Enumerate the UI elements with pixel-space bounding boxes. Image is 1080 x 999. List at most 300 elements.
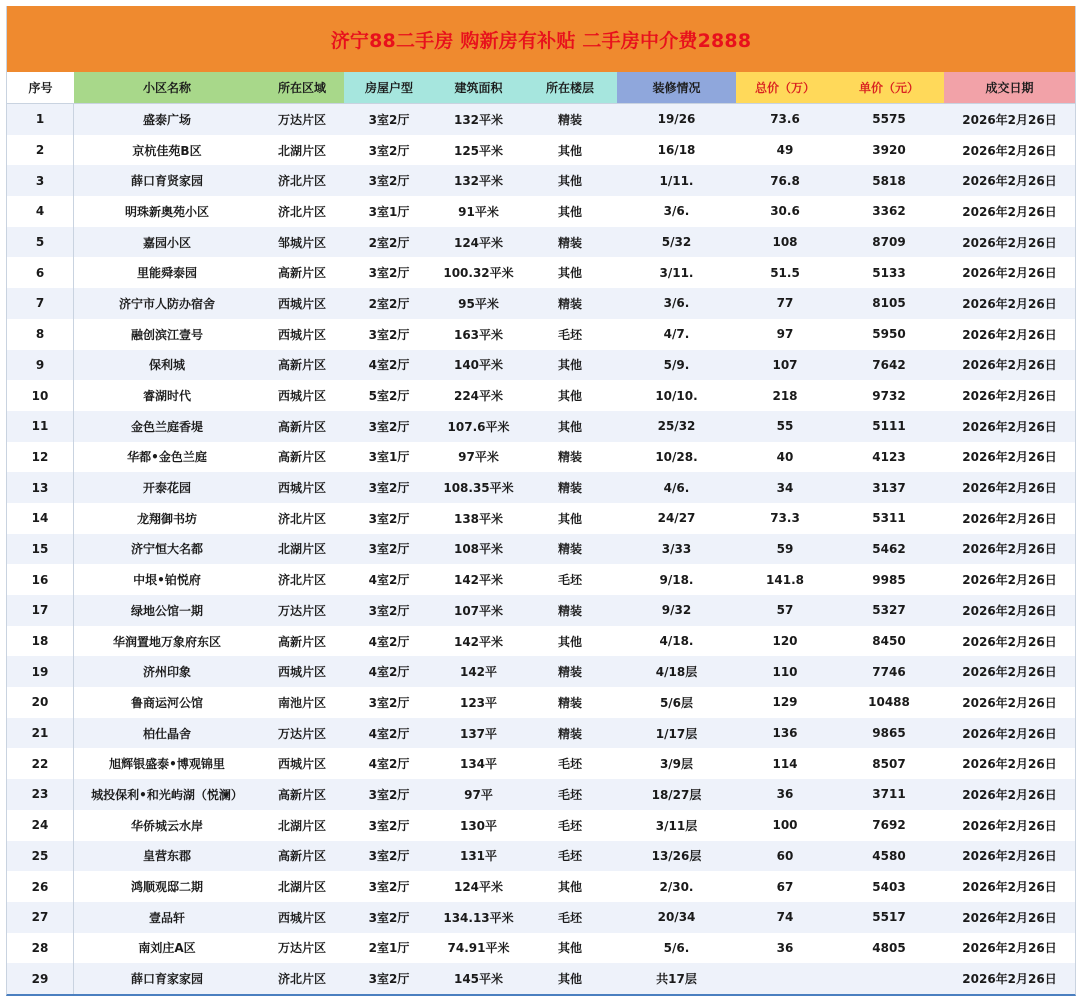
cell-area: 132平米	[453, 112, 504, 127]
table-body	[7, 104, 1075, 994]
table-row	[7, 564, 1075, 595]
cell-index: 18	[7, 626, 74, 657]
cell-unit-price: 3362	[872, 204, 906, 219]
cell-total-price: 141.8	[766, 572, 804, 587]
cell-floor: 毛坯	[557, 757, 582, 772]
cell-unit-price: 10488	[868, 695, 910, 710]
cell-index: 25	[7, 841, 74, 872]
cell-total-price: 57	[776, 603, 794, 618]
header-index: 序号	[7, 72, 74, 103]
cell-floor: 毛坯	[557, 327, 582, 342]
cell-unit-price: 5575	[872, 112, 906, 127]
cell-total-price: 76.8	[770, 173, 800, 188]
cell-layout: 3室2厅	[368, 511, 410, 526]
table-row	[7, 595, 1075, 626]
cell-layout: 3室2厅	[368, 481, 410, 496]
cell-area: 107.6平米	[447, 419, 510, 434]
cell-layout: 3室2厅	[368, 972, 410, 987]
cell-total-price: 51.5	[770, 265, 800, 280]
cell-index: 29	[7, 963, 74, 994]
cell-area: 97平	[464, 787, 493, 802]
cell-decoration: 10/10.	[655, 388, 698, 403]
table-row	[7, 779, 1075, 810]
cell-community: 中垠•铂悦府	[133, 573, 201, 588]
cell-index: 2	[7, 135, 74, 166]
cell-index: 22	[7, 748, 74, 779]
cell-decoration: 4/18层	[655, 665, 698, 680]
cell-district: 西城片区	[277, 327, 326, 342]
cell-index: 24	[7, 810, 74, 841]
cell-community: 济州印象	[142, 665, 191, 680]
cell-community: 薛口育家家园	[130, 972, 203, 987]
cell-area: 163平米	[453, 327, 504, 342]
cell-decoration: 5/9.	[663, 357, 690, 372]
cell-deal-date: 2026年2月26日	[962, 235, 1057, 250]
cell-total-price: 218	[772, 388, 798, 403]
cell-decoration: 16/18	[657, 143, 696, 158]
cell-area: 132平米	[453, 174, 504, 189]
cell-deal-date: 2026年2月26日	[962, 327, 1057, 342]
cell-floor: 其他	[557, 419, 582, 434]
cell-district: 西城片区	[277, 296, 326, 311]
cell-unit-price: 4123	[872, 449, 906, 464]
cell-deal-date: 2026年2月26日	[962, 174, 1057, 189]
cell-unit-price: 4580	[872, 848, 906, 863]
cell-layout: 5室2厅	[368, 389, 410, 404]
cell-area: 224平米	[453, 389, 504, 404]
cell-district: 高新片区	[277, 634, 326, 649]
cell-deal-date: 2026年2月26日	[962, 880, 1057, 895]
cell-total-price: 59	[776, 541, 794, 556]
cell-district: 北湖片区	[277, 143, 326, 158]
cell-index: 14	[7, 503, 74, 534]
table-row	[7, 135, 1075, 166]
cell-floor: 毛坯	[557, 573, 582, 588]
table-row	[7, 227, 1075, 258]
cell-district: 济北片区	[277, 972, 326, 987]
cell-district: 济北片区	[277, 573, 326, 588]
cell-index: 10	[7, 380, 74, 411]
cell-decoration: 5/6层	[659, 695, 694, 710]
cell-deal-date: 2026年2月26日	[962, 204, 1057, 219]
cell-community: 龙翔御书坊	[136, 511, 197, 526]
cell-floor: 其他	[557, 941, 582, 956]
header-layout: 房屋户型	[344, 72, 434, 103]
header-floor: 所在楼层	[523, 72, 617, 103]
cell-deal-date: 2026年2月26日	[962, 941, 1057, 956]
cell-deal-date: 2026年2月26日	[962, 818, 1057, 833]
cell-area: 108.35平米	[443, 481, 514, 496]
cell-community: 皇营东郡	[142, 849, 191, 864]
cell-area: 108平米	[453, 542, 504, 557]
cell-layout: 3室2厅	[368, 849, 410, 864]
cell-total-price: 97	[776, 327, 794, 342]
cell-decoration: 5/32	[661, 235, 692, 250]
cell-total-price: 107	[772, 357, 798, 372]
cell-community: 济宁恒大名都	[130, 542, 203, 557]
cell-deal-date: 2026年2月26日	[962, 296, 1057, 311]
cell-community: 华润置地万象府东区	[112, 634, 221, 649]
cell-community: 南刘庄A区	[138, 941, 196, 956]
cell-index: 27	[7, 902, 74, 933]
cell-floor: 精装	[557, 296, 582, 311]
cell-floor: 精装	[557, 450, 582, 465]
cell-unit-price: 7642	[872, 357, 906, 372]
table-row	[7, 748, 1075, 779]
cell-floor: 其他	[557, 389, 582, 404]
cell-community: 壹品轩	[148, 910, 185, 925]
cell-community: 融创滨江壹号	[130, 327, 203, 342]
cell-decoration: 2/30.	[659, 879, 694, 894]
cell-layout: 3室1厅	[368, 450, 410, 465]
cell-decoration: 共17层	[656, 972, 697, 987]
cell-area: 140平米	[453, 358, 504, 373]
cell-deal-date: 2026年2月26日	[962, 665, 1057, 680]
cell-decoration: 3/11.	[659, 265, 694, 280]
cell-area: 124平米	[453, 235, 504, 250]
cell-decoration: 9/18.	[659, 572, 694, 587]
sheet-title: 济宁88二手房 购新房有补贴 二手房中介费2888	[7, 6, 1075, 72]
cell-layout: 4室2厅	[368, 757, 410, 772]
cell-district: 西城片区	[277, 665, 326, 680]
listing-sheet	[6, 6, 1076, 996]
cell-floor: 其他	[557, 880, 582, 895]
cell-district: 北湖片区	[277, 818, 326, 833]
cell-district: 西城片区	[277, 910, 326, 925]
cell-area: 100.32平米	[443, 266, 514, 281]
header-total-price: 总价（万）	[736, 72, 834, 103]
table-row	[7, 902, 1075, 933]
table-row	[7, 288, 1075, 319]
table-row	[7, 687, 1075, 718]
cell-total-price: 73.3	[770, 511, 800, 526]
table-row	[7, 165, 1075, 196]
cell-community: 城投保利•和光屿湖（悦澜）	[91, 787, 243, 802]
cell-layout: 4室2厅	[368, 358, 410, 373]
cell-area: 145平米	[453, 972, 504, 987]
cell-index: 26	[7, 871, 74, 902]
table-row	[7, 350, 1075, 381]
cell-unit-price: 5403	[872, 879, 906, 894]
cell-community: 里能舜泰园	[136, 266, 197, 281]
cell-community: 华都•金色兰庭	[127, 450, 207, 465]
cell-area: 142平	[459, 665, 498, 680]
cell-deal-date: 2026年2月26日	[962, 695, 1057, 710]
cell-floor: 其他	[557, 511, 582, 526]
cell-unit-price: 5517	[872, 910, 906, 925]
table-row	[7, 380, 1075, 411]
cell-community: 鸿顺观邸二期	[130, 880, 203, 895]
cell-index: 23	[7, 779, 74, 810]
cell-community: 济宁市人防办宿舍	[118, 296, 215, 311]
cell-decoration: 3/11层	[655, 818, 698, 833]
cell-area: 131平	[459, 849, 498, 864]
cell-floor: 精装	[557, 235, 582, 250]
cell-community: 嘉园小区	[142, 235, 191, 250]
cell-unit-price: 9865	[872, 726, 906, 741]
table-row	[7, 626, 1075, 657]
cell-total-price: 73.6	[770, 112, 800, 127]
cell-index: 11	[7, 411, 74, 442]
header-district: 所在区域	[260, 72, 344, 103]
cell-layout: 3室2厅	[368, 695, 410, 710]
cell-district: 南池片区	[277, 695, 326, 710]
cell-district: 西城片区	[277, 757, 326, 772]
cell-unit-price: 8105	[872, 296, 906, 311]
cell-index: 8	[7, 319, 74, 350]
cell-decoration: 4/7.	[663, 327, 690, 342]
cell-layout: 3室2厅	[368, 112, 410, 127]
table-row	[7, 319, 1075, 350]
cell-decoration: 4/6.	[663, 480, 690, 495]
cell-index: 9	[7, 350, 74, 381]
cell-layout: 3室2厅	[368, 266, 410, 281]
cell-index: 16	[7, 564, 74, 595]
cell-unit-price: 4805	[872, 940, 906, 955]
cell-total-price: 108	[772, 235, 798, 250]
cell-deal-date: 2026年2月26日	[962, 143, 1057, 158]
cell-index: 12	[7, 442, 74, 473]
table-row	[7, 411, 1075, 442]
cell-district: 万达片区	[277, 726, 326, 741]
cell-deal-date: 2026年2月26日	[962, 787, 1057, 802]
cell-unit-price: 5111	[872, 419, 906, 434]
cell-index: 28	[7, 933, 74, 964]
cell-total-price: 129	[772, 695, 798, 710]
cell-total-price: 77	[776, 296, 794, 311]
cell-layout: 2室1厅	[368, 941, 410, 956]
cell-floor: 毛坯	[557, 849, 582, 864]
cell-unit-price: 7692	[872, 818, 906, 833]
header-area: 建筑面积	[434, 72, 523, 103]
table-row	[7, 871, 1075, 902]
cell-total-price: 30.6	[770, 204, 800, 219]
cell-community: 柏仕晶舍	[142, 726, 191, 741]
cell-area: 107平米	[453, 603, 504, 618]
cell-district: 万达片区	[277, 941, 326, 956]
cell-community: 睿湖时代	[142, 389, 191, 404]
table-row	[7, 104, 1075, 135]
cell-unit-price: 5133	[872, 265, 906, 280]
cell-layout: 4室2厅	[368, 573, 410, 588]
cell-area: 123平	[459, 695, 498, 710]
cell-deal-date: 2026年2月26日	[962, 726, 1057, 741]
header-decoration: 装修情况	[617, 72, 736, 103]
cell-decoration: 25/32	[657, 419, 696, 434]
table-row	[7, 810, 1075, 841]
cell-area: 142平米	[453, 634, 504, 649]
cell-floor: 其他	[557, 266, 582, 281]
cell-index: 15	[7, 534, 74, 565]
cell-unit-price: 7746	[872, 664, 906, 679]
cell-area: 134.13平米	[443, 910, 514, 925]
cell-total-price: 40	[776, 449, 794, 464]
cell-layout: 3室2厅	[368, 542, 410, 557]
cell-total-price: 114	[772, 756, 798, 771]
cell-deal-date: 2026年2月26日	[962, 266, 1057, 281]
cell-total-price: 34	[776, 480, 794, 495]
cell-unit-price: 5462	[872, 541, 906, 556]
table-row	[7, 196, 1075, 227]
cell-decoration: 5/6.	[663, 940, 690, 955]
cell-area: 142平米	[453, 573, 504, 588]
cell-deal-date: 2026年2月26日	[962, 450, 1057, 465]
cell-floor: 精装	[557, 726, 582, 741]
cell-unit-price: 5818	[872, 173, 906, 188]
cell-district: 高新片区	[277, 849, 326, 864]
cell-district: 万达片区	[277, 603, 326, 618]
cell-layout: 3室1厅	[368, 204, 410, 219]
cell-unit-price: 8507	[872, 756, 906, 771]
cell-index: 6	[7, 257, 74, 288]
cell-decoration: 3/6.	[663, 296, 690, 311]
cell-floor: 其他	[557, 143, 582, 158]
cell-decoration: 19/26	[657, 112, 696, 127]
cell-total-price: 55	[776, 419, 794, 434]
cell-decoration: 1/17层	[655, 726, 698, 741]
cell-deal-date: 2026年2月26日	[962, 389, 1057, 404]
cell-floor: 其他	[557, 972, 582, 987]
table-row	[7, 963, 1075, 994]
cell-total-price: 49	[776, 143, 794, 158]
cell-deal-date: 2026年2月26日	[962, 542, 1057, 557]
cell-total-price: 136	[772, 726, 798, 741]
cell-total-price: 120	[772, 634, 798, 649]
header-community: 小区名称	[74, 72, 260, 103]
cell-deal-date: 2026年2月26日	[962, 419, 1057, 434]
cell-deal-date: 2026年2月26日	[962, 481, 1057, 496]
cell-layout: 2室2厅	[368, 235, 410, 250]
cell-unit-price: 5950	[872, 327, 906, 342]
cell-area: 134平	[459, 757, 498, 772]
cell-layout: 3室2厅	[368, 818, 410, 833]
cell-layout: 4室2厅	[368, 726, 410, 741]
cell-area: 97平米	[458, 450, 499, 465]
cell-community: 薛口育贤家园	[130, 174, 203, 189]
cell-total-price: 67	[776, 879, 794, 894]
cell-decoration: 3/6.	[663, 204, 690, 219]
cell-decoration: 24/27	[657, 511, 696, 526]
cell-layout: 3室2厅	[368, 143, 410, 158]
cell-deal-date: 2026年2月26日	[962, 511, 1057, 526]
cell-district: 济北片区	[277, 174, 326, 189]
cell-decoration: 18/27层	[651, 787, 702, 802]
cell-index: 4	[7, 196, 74, 227]
cell-district: 高新片区	[277, 358, 326, 373]
cell-floor: 毛坯	[557, 910, 582, 925]
cell-floor: 其他	[557, 634, 582, 649]
cell-community: 开泰花园	[142, 481, 191, 496]
cell-district: 济北片区	[277, 511, 326, 526]
cell-community: 鲁商运河公馆	[130, 695, 203, 710]
cell-floor: 其他	[557, 358, 582, 373]
table-header	[7, 72, 1075, 104]
cell-layout: 3室2厅	[368, 910, 410, 925]
cell-decoration: 9/32	[661, 603, 692, 618]
cell-total-price: 110	[772, 664, 798, 679]
cell-unit-price: 3920	[872, 143, 906, 158]
cell-deal-date: 2026年2月26日	[962, 849, 1057, 864]
cell-index: 20	[7, 687, 74, 718]
cell-community: 保利城	[148, 358, 185, 373]
cell-floor: 毛坯	[557, 818, 582, 833]
cell-floor: 精装	[557, 481, 582, 496]
cell-decoration: 13/26层	[651, 849, 702, 864]
cell-community: 华侨城云水岸	[130, 818, 203, 833]
cell-total-price: 36	[776, 787, 794, 802]
cell-district: 高新片区	[277, 787, 326, 802]
cell-area: 130平	[459, 818, 498, 833]
cell-unit-price: 8709	[872, 235, 906, 250]
cell-district: 高新片区	[277, 419, 326, 434]
cell-layout: 3室2厅	[368, 603, 410, 618]
cell-total-price: 100	[772, 818, 798, 833]
cell-index: 19	[7, 656, 74, 687]
cell-district: 北湖片区	[277, 880, 326, 895]
cell-total-price: 36	[776, 940, 794, 955]
cell-deal-date: 2026年2月26日	[962, 358, 1057, 373]
cell-layout: 3室2厅	[368, 174, 410, 189]
cell-community: 京杭佳苑B区	[132, 143, 202, 158]
cell-index: 17	[7, 595, 74, 626]
cell-decoration: 20/34	[657, 910, 696, 925]
cell-district: 万达片区	[277, 112, 326, 127]
cell-layout: 4室2厅	[368, 634, 410, 649]
table-row	[7, 718, 1075, 749]
cell-deal-date: 2026年2月26日	[962, 573, 1057, 588]
table-row	[7, 472, 1075, 503]
cell-deal-date: 2026年2月26日	[962, 910, 1057, 925]
cell-community: 明珠新奥苑小区	[124, 204, 209, 219]
cell-unit-price: 9732	[872, 388, 906, 403]
cell-floor: 其他	[557, 204, 582, 219]
table-row	[7, 503, 1075, 534]
cell-layout: 3室2厅	[368, 327, 410, 342]
cell-index: 21	[7, 718, 74, 749]
cell-district: 北湖片区	[277, 542, 326, 557]
cell-unit-price: 3711	[872, 787, 906, 802]
table-row	[7, 442, 1075, 473]
cell-area: 95平米	[458, 296, 499, 311]
cell-index: 1	[7, 104, 74, 135]
table-row	[7, 933, 1075, 964]
cell-unit-price: 8450	[872, 634, 906, 649]
cell-community: 绿地公馆一期	[130, 603, 203, 618]
cell-total-price: 74	[776, 910, 794, 925]
cell-layout: 3室2厅	[368, 880, 410, 895]
cell-floor: 精装	[557, 112, 582, 127]
cell-floor: 精装	[557, 542, 582, 557]
cell-deal-date: 2026年2月26日	[962, 603, 1057, 618]
cell-deal-date: 2026年2月26日	[962, 634, 1057, 649]
cell-index: 7	[7, 288, 74, 319]
cell-community: 旭辉银盛泰•博观锦里	[109, 757, 225, 772]
cell-district: 西城片区	[277, 389, 326, 404]
cell-index: 13	[7, 472, 74, 503]
cell-unit-price: 5327	[872, 603, 906, 618]
cell-decoration: 3/33	[661, 541, 692, 556]
header-unit-price: 单价（元）	[834, 72, 944, 103]
cell-area: 137平	[459, 726, 498, 741]
cell-layout: 4室2厅	[368, 665, 410, 680]
cell-area: 125平米	[453, 143, 504, 158]
cell-index: 3	[7, 165, 74, 196]
cell-community: 盛泰广场	[142, 112, 191, 127]
cell-deal-date: 2026年2月26日	[962, 972, 1057, 987]
cell-floor: 精装	[557, 695, 582, 710]
cell-decoration: 10/28.	[655, 449, 698, 464]
cell-layout: 2室2厅	[368, 296, 410, 311]
